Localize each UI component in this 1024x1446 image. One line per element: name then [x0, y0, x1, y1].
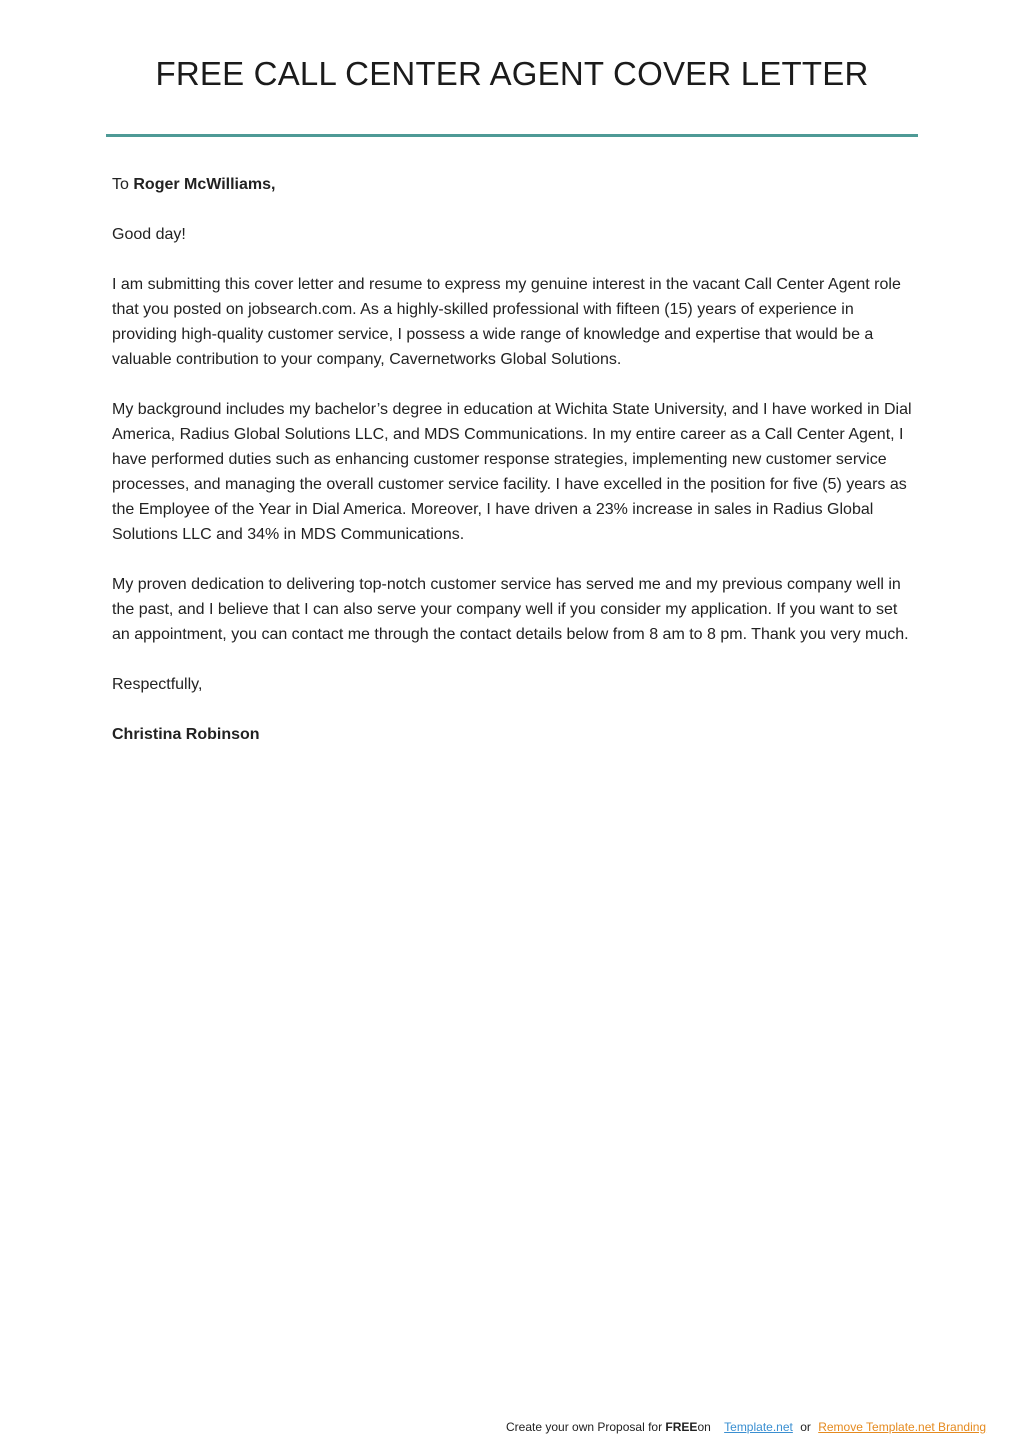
salutation	[112, 172, 918, 197]
page-title: FREE CALL CENTER AGENT COVER LETTER	[155, 55, 869, 92]
footer-prefix: Create your own Proposal for	[506, 1420, 663, 1434]
title-divider	[106, 134, 918, 137]
branding-footer	[506, 1419, 986, 1435]
signature-name: Christina Robinson	[112, 726, 260, 743]
closing: Respectfully,	[112, 676, 203, 693]
remove-branding-link[interactable]: Remove Template.net Branding	[818, 1420, 987, 1434]
footer-on: on	[697, 1420, 711, 1434]
greeting: Good day!	[112, 226, 186, 243]
salutation-prefix: To	[112, 176, 129, 193]
letter-body	[112, 172, 918, 772]
paragraph-background: My background includes my bachelor’s degree in education at Wichita State University, and I have worked in Dial America, Radius Global Solutions LLC, and MDS Communications. In my entire career as a Call Center Agent, I have performed duties such as enhancing customer response strategies, implementing new customer service processes, and managing the overall customer service facility. I have excelled in the position for five (5) years as the Employee of the Year in Dial America. Moreover, I have driven a 23% increase in sales in Radius Global Solutions LLC and 34% in MDS Communications.	[112, 401, 912, 543]
template-net-link[interactable]: Template.net	[724, 1420, 793, 1434]
paragraph-intro: I am submitting this cover letter and resume to express my genuine interest in the vacant Call Center Agent role that you posted on jobsearch.com. As a highly-skilled professional with fifteen (15) years of experience in providing high-quality customer service, I possess a wide range of knowledge and expertise that would be a valuable contribution to your company, Cavernetworks Global Solutions.	[112, 276, 901, 368]
footer-free: FREE	[665, 1420, 698, 1434]
paragraph-closing: My proven dedication to delivering top-notch customer service has served me and my previous company well in the past, and I believe that I can also serve your company well if you consider my application. If you want to set an appointment, you can contact me through the contact details below from 8 am to 8 pm. Thank you very much.	[112, 576, 909, 643]
recipient-name: Roger McWilliams,	[133, 176, 276, 193]
footer-or: or	[800, 1420, 811, 1434]
